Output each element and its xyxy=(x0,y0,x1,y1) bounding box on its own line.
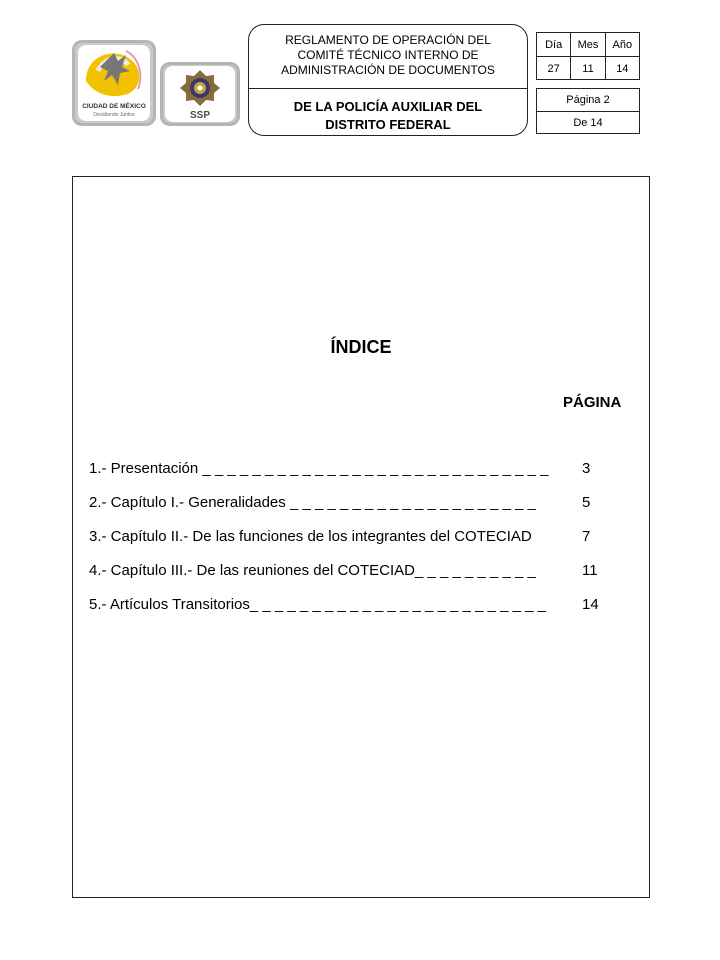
toc-item-page: 3 xyxy=(582,460,591,477)
page-column-label: PÁGINA xyxy=(563,394,622,411)
regulation-title-line: REGLAMENTO DE OPERACIÓN DEL xyxy=(285,33,491,47)
organization-title-line: DISTRITO FEDERAL xyxy=(325,117,451,132)
toc-item-text: 4.- Capítulo III.- De las reuniones del COTECIAD_ _ _ _ _ _ _ _ _ _ xyxy=(89,562,536,579)
document-title-box xyxy=(248,24,528,136)
toc-item-text: 5.- Artículos Transitorios_ _ _ _ _ _ _ _ _ _ _ _ _ _ _ _ _ _ _ _ _ _ _ _ xyxy=(89,596,546,613)
page-number-box xyxy=(536,88,640,134)
month-value: 11 xyxy=(571,57,605,80)
toc-item xyxy=(89,596,609,630)
toc-item-text: 3.- Capítulo II.- De las funciones de los integrantes del COTECIAD xyxy=(89,528,532,545)
total-pages: De 14 xyxy=(537,111,639,134)
organization-title xyxy=(249,98,527,134)
document-body xyxy=(72,176,650,898)
toc-item-page: 5 xyxy=(582,494,591,511)
svg-text:SSP: SSP xyxy=(189,110,211,121)
toc-item xyxy=(89,562,609,596)
month-label: Mes xyxy=(571,33,605,56)
day-value: 27 xyxy=(537,57,571,80)
date-values-row xyxy=(537,56,639,80)
ssp-badge-icon xyxy=(165,66,235,122)
cdmx-logo xyxy=(72,40,156,126)
title-divider xyxy=(249,88,527,89)
toc-item-page: 11 xyxy=(582,562,598,579)
regulation-title xyxy=(249,33,527,78)
date-table xyxy=(536,32,640,80)
date-labels-row xyxy=(537,33,639,56)
svg-text:CIUDAD DE MÉXICO: CIUDAD DE MÉXICO xyxy=(82,103,146,110)
year-value: 14 xyxy=(616,62,629,75)
toc-item-page: 14 xyxy=(582,596,599,613)
current-page: Página 2 xyxy=(566,94,610,106)
svg-text:Decidiendo Juntos: Decidiendo Juntos xyxy=(93,112,135,118)
year-label: Año xyxy=(612,38,633,51)
toc-item-text: 1.- Presentación _ _ _ _ _ _ _ _ _ _ _ _ _ _ _ _ _ _ _ _ _ _ _ _ _ _ _ _ xyxy=(89,460,549,477)
toc-item-page: 7 xyxy=(582,528,591,545)
toc-item xyxy=(89,460,609,494)
toc-item xyxy=(89,494,609,528)
regulation-title-line: ADMINISTRACIÓN DE DOCUMENTOS xyxy=(281,63,495,77)
index-title: ÍNDICE xyxy=(330,337,392,357)
toc-item xyxy=(89,528,609,562)
day-label: Día xyxy=(537,33,571,56)
toc-item-text: 2.- Capítulo I.- Generalidades _ _ _ _ _ _ _ _ _ _ _ _ _ _ _ _ _ _ _ _ xyxy=(89,494,536,511)
regulation-title-line: COMITÉ TÉCNICO INTERNO DE xyxy=(297,48,479,62)
ssp-logo xyxy=(160,62,240,126)
cdmx-emblem-icon xyxy=(78,45,150,121)
table-of-contents xyxy=(89,460,609,630)
organization-title-line: DE LA POLICÍA AUXILIAR DEL xyxy=(293,99,483,114)
